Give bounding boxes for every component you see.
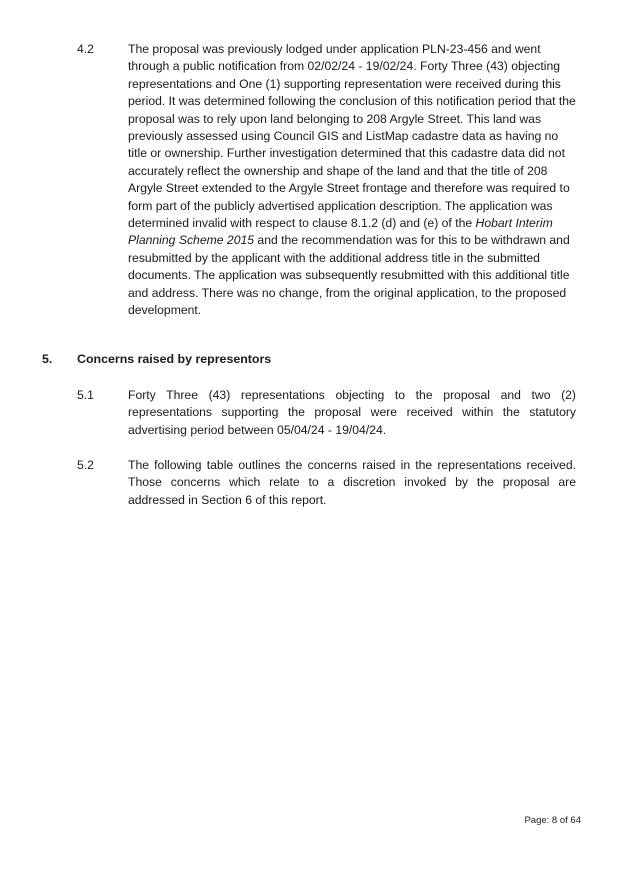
text-line: advertising period between 05/04/24 - 19/04/24. — [128, 422, 387, 437]
section-number: 5. — [42, 352, 53, 366]
text-line — [128, 232, 577, 249]
text-line: documents. The application was subsequently resubmitted with this additional title — [128, 268, 570, 283]
text-line: Argyle Street extended to the Argyle Street frontage and therefore was required to — [128, 181, 570, 196]
text-line: form part of the publicly advertised application description. The application was — [128, 198, 553, 213]
text-segment: and the recommendation was for this to be withdrawn and — [254, 233, 570, 248]
text-line: Forty Three (43) representations objecting to the proposal and two (2) — [128, 388, 576, 402]
text-line: period. It was determined following the conclusion of this notification period that the — [128, 94, 576, 109]
text-line: Those concerns which relate to a discretion invoked by the proposal are — [128, 475, 576, 490]
section-title: Concerns raised by representors — [77, 352, 272, 366]
text-line: The following table outlines the concerns raised in the representations received. — [128, 458, 576, 472]
paragraph-body — [128, 387, 576, 439]
text-line: accurately reflect the ownership and shape of the land and that the title of 208 — [128, 163, 548, 178]
text-line: proposal was to rely upon land belonging to 208 Argyle Street. This land was — [128, 111, 542, 126]
italic-scheme-name: Hobart Interim — [475, 216, 553, 231]
text-line: representations and One (1) supporting representation were received during this — [128, 76, 561, 91]
italic-scheme-name: Planning Scheme 2015 — [128, 233, 255, 248]
text-line: addressed in Section 6 of this report. — [128, 492, 327, 507]
paragraph-body — [128, 41, 577, 320]
text-line: through a public notification from 02/02/24 - 19/02/24. Forty Three (43) objecting — [128, 59, 561, 74]
text-line: resubmitted by the applicant with the additional address title in the submitted — [128, 250, 540, 265]
text-line: development. — [128, 303, 202, 318]
paragraph-number: 4.2 — [77, 42, 94, 56]
paragraph-number: 5.2 — [77, 458, 94, 472]
text-line — [128, 215, 577, 232]
paragraph-number: 5.1 — [77, 388, 94, 402]
paragraph-body — [128, 457, 576, 509]
text-line: previously assessed using Council GIS and ListMap cadastre data as having no — [128, 129, 559, 144]
page-number-footer: Page: 8 of 64 — [524, 815, 581, 826]
text-line: representations supporting the proposal were received within the statutory — [128, 405, 576, 420]
text-segment: determined invalid with respect to clause 8.1.2 (d) and (e) of the — [128, 216, 476, 231]
text-line: and address. There was no change, from the original application, to the proposed — [128, 285, 567, 300]
text-line: The proposal was previously lodged under application PLN-23-456 and went — [128, 42, 541, 56]
text-line: title or ownership. Further investigation determined that this cadastre data did not — [128, 146, 565, 161]
